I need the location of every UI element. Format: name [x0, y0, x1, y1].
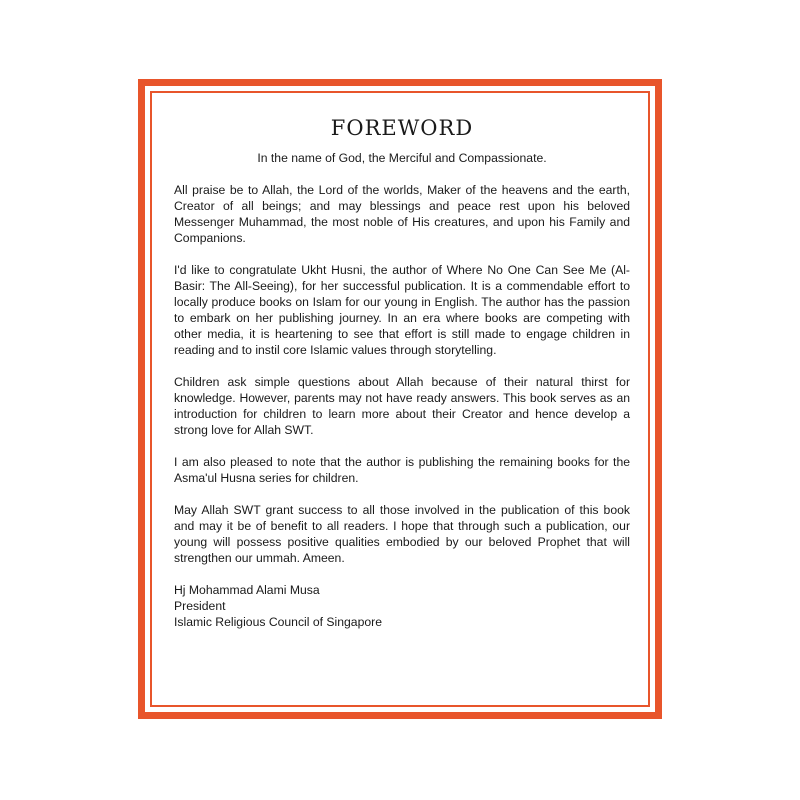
paragraph-series-note: I am also pleased to note that the author is publishing the remaining books for the Asma'ul Husna series for children. — [174, 455, 630, 485]
signature-block — [174, 582, 630, 630]
signature-organization: Islamic Religious Council of Singapore — [174, 615, 382, 629]
paragraph-praise: All praise be to Allah, the Lord of the worlds, Maker of the heavens and the earth, Creator of all beings; and may blessings and peace rest upon his beloved Messenger Muhammad, the most noble of His creatures, and upon his Family and Companions. — [174, 183, 630, 245]
intro-line: In the name of God, the Merciful and Compassionate. — [257, 151, 547, 165]
paragraph-blessing: May Allah SWT grant success to all those involved in the publication of this book and may it be of benefit to all readers. I hope that through such a publication, our young will possess positive qualities embodied by our beloved Prophet that will strengthen our ummah. Ameen. — [174, 503, 630, 565]
foreword-content — [174, 116, 630, 630]
signature-position: President — [174, 599, 226, 613]
signature-name: Hj Mohammad Alami Musa — [174, 583, 320, 597]
paragraph-congratulation: I'd like to congratulate Ukht Husni, the author of Where No One Can See Me (Al-Basir: The All-Seeing), for her successful publication. It is a commendable effort to locally produce books on Islam for our young in English. The author has the passion to embark on her publishing journey. In an era where books are competing with other media, it is heartening to see that effort is still made to engage children in reading and to instil core Islamic values through storytelling. — [174, 263, 630, 357]
paragraph-children-questions: Children ask simple questions about Allah because of their natural thirst for knowledge. However, parents may not have ready answers. This book serves as an introduction for children to learn more about their Creator and hence develop a strong love for Allah SWT. — [174, 375, 630, 437]
page-title: FOREWORD — [330, 116, 474, 140]
